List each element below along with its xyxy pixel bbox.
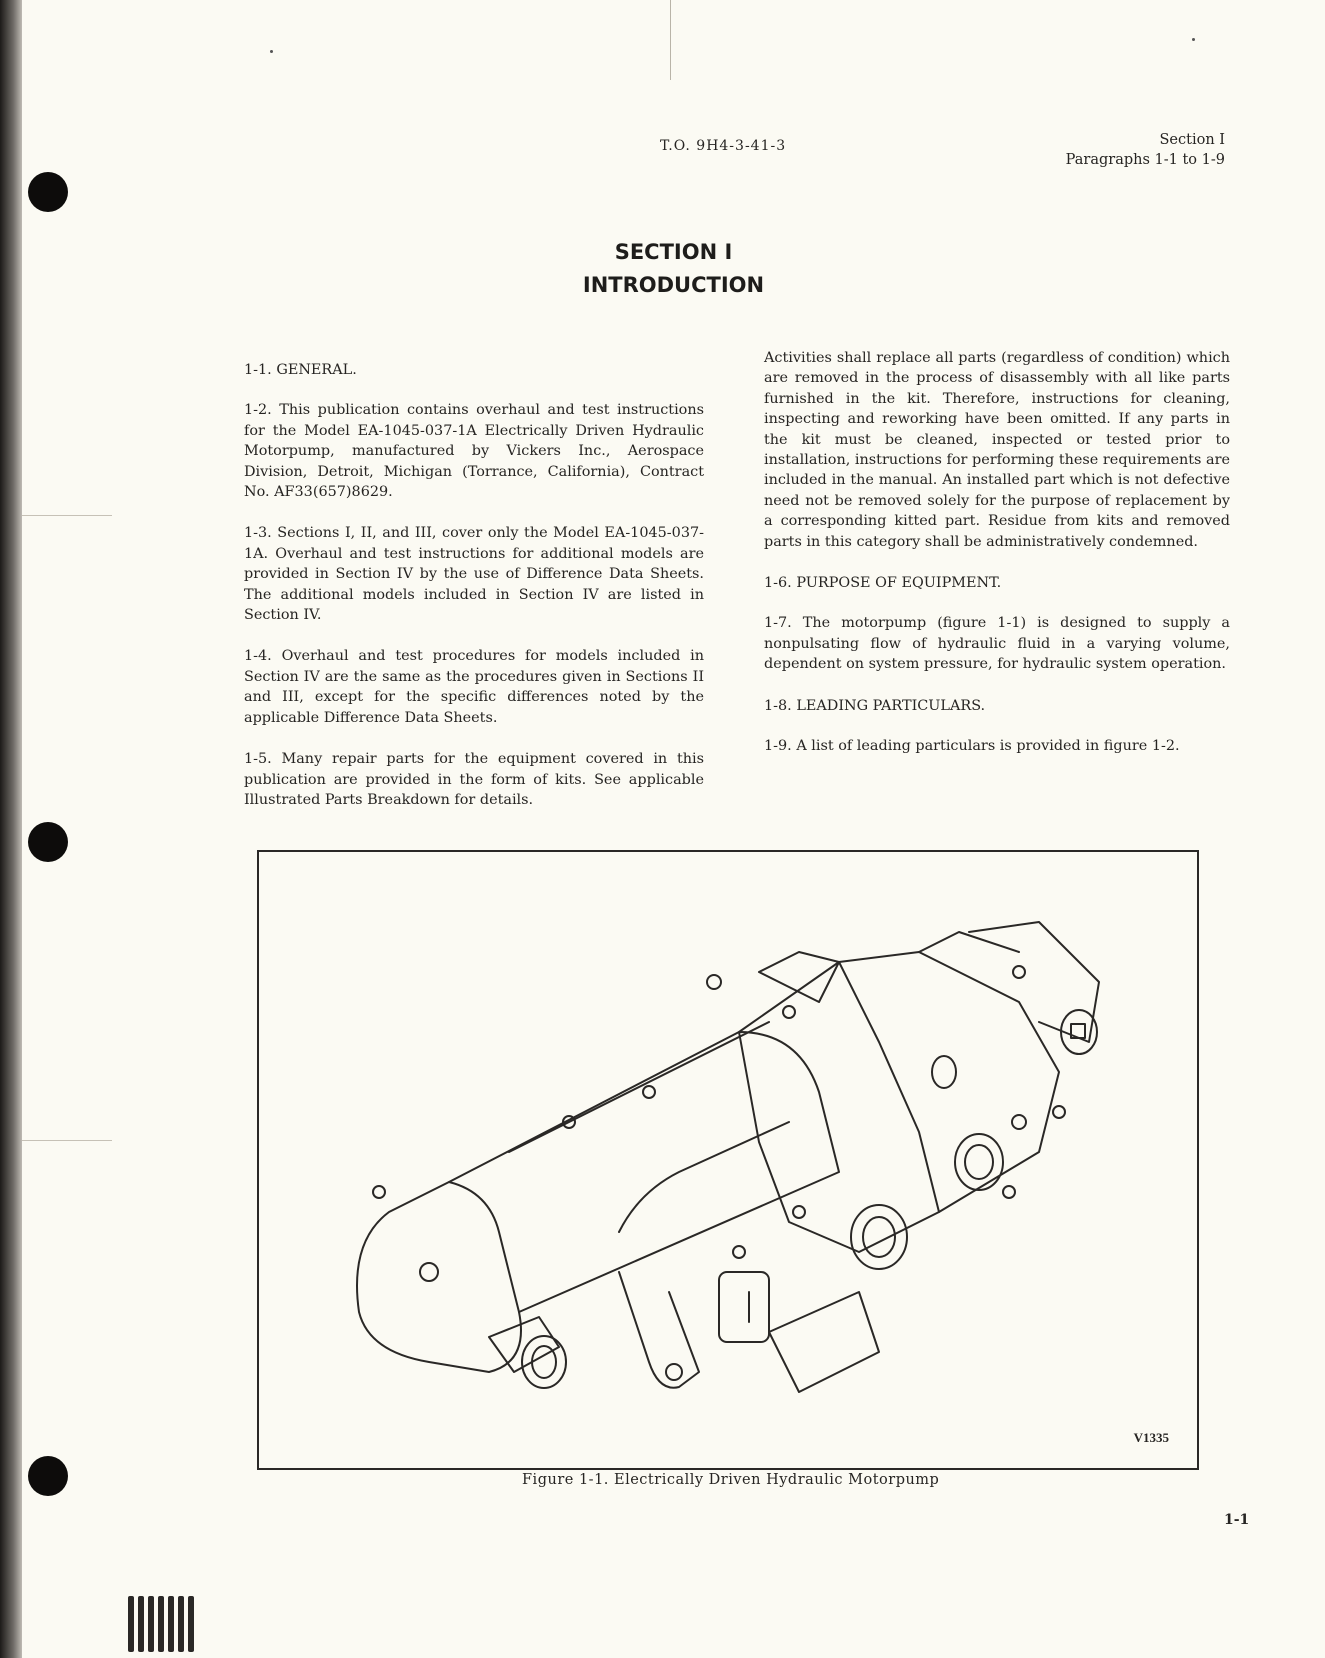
heading-general: 1-1. GENERAL. [244,362,357,378]
paragraph-range: Paragraphs 1-1 to 1-9 [1065,152,1225,168]
scan-barcode-marks [128,1596,194,1652]
figure-1-1-frame [257,850,1199,1470]
paragraph-1-9: 1-9. A list of leading particulars is provided in figure 1-2. [764,738,1180,755]
paragraph-1-5-continued: Activities shall replace all parts (regardless of condition) which are removed in the process of disassembly with all like parts furnished in the kit. Therefore, instructions for cleaning, inspecting and reworking have been omitted. If any parts in the kit must be cleaned, inspected or tested prior to installation, instructions for performing these requirements are included in the manual. An installed part which is not defective need not be removed solely for the purpose of replacement by a corresponding kitted part. Residue from kits and removed parts in this category shall be administratively condemned. [764,350,1230,550]
page-header-right [1066,130,1225,170]
motorpump-illustration-icon [319,892,1119,1432]
figure-code: V1335 [1133,1430,1169,1445]
paragraph-1-7: 1-7. The motorpump (figure 1-1) is designed to supply a nonpulsating flow of hydraulic fluid in a varying volume, dependent on system pressure, for hydraulic system operation. [764,615,1230,673]
heading-leading-particulars: 1-8. LEADING PARTICULARS. [764,697,986,714]
margin-rule [22,1140,112,1141]
punch-hole [28,1456,68,1496]
page-number: 1-1 [1224,1512,1250,1528]
right-text-column [764,348,1230,778]
section-title-block [22,236,1325,302]
punch-hole [28,172,68,212]
scan-edge-shadow [0,0,22,1658]
paragraph-1-5: 1-5. Many repair parts for the equipment covered in this publication are provided in the form of kits. See applicable Illustrated Parts Breakdown for details. [244,751,704,808]
document-page [22,0,1325,1658]
heading-purpose-of-equipment: 1-6. PURPOSE OF EQUIPMENT. [764,575,1002,592]
figure-caption: Figure 1-1. Electrically Driven Hydraulic Motorpump [522,1472,940,1488]
left-text-column [244,360,704,831]
paragraph-1-3: 1-3. Sections I, II, and III, cover only the Model EA-1045-037-1A. Overhaul and test instructions for additional models are provided in Section IV by the use of Difference Data Sheets. The additional models included in Section IV are listed in Section IV. [244,525,704,624]
section-name: INTRODUCTION [582,273,765,297]
section-label: Section I [1159,132,1225,148]
technical-order-number: T.O. 9H4-3-41-3 [660,138,787,154]
punch-hole [28,822,68,862]
paragraph-1-2: 1-2. This publication contains overhaul and test instructions for the Model EA-1045-037-1A Electrically Driven Hydraulic Motorpump, manufactured by Vickers Inc., Aerospace Division, Detroit, Michigan (Torrance, California), Contract No. AF33(657)8629. [244,402,704,501]
section-number: SECTION I [614,240,733,264]
margin-rule [22,515,112,516]
paragraph-1-4: 1-4. Overhaul and test procedures for models included in Section IV are the same as the procedures given in Sections II and III, except for the specific differences noted by the applicable Difference Data Sheets. [244,648,704,726]
fold-mark [670,0,671,80]
